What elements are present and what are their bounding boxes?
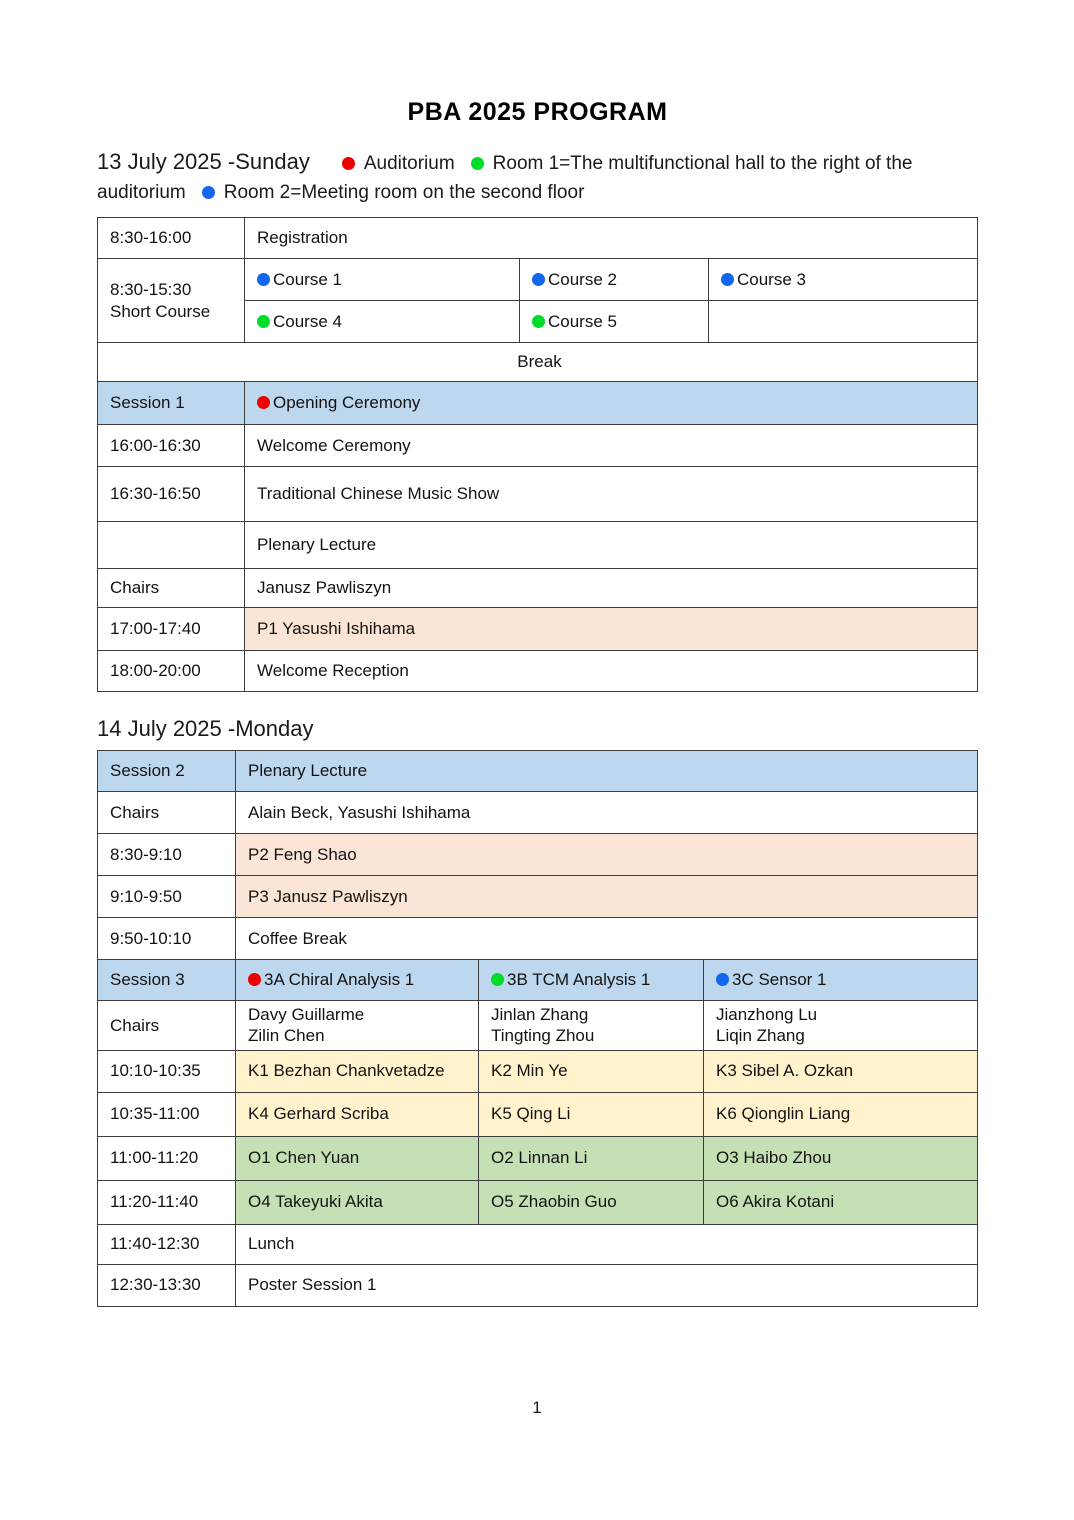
course-label: Course 3 [737,269,806,289]
green-dot-icon [491,973,504,986]
track-label: 3C Sensor 1 [732,970,827,990]
keynote-cell: K5 Qing Li [479,1092,704,1136]
time-cell: 17:00-17:40 [98,608,245,651]
break-cell: Break [98,343,978,382]
chairs-names-cell: Alain Beck, Yasushi Ishihama [236,792,978,834]
row-orals-2 [98,1180,978,1224]
red-dot-icon [342,157,355,170]
course-label: Course 4 [273,311,342,331]
oral-cell: O1 Chen Yuan [236,1136,479,1180]
plenary-talk-cell: P2 Feng Shao [236,834,978,876]
row-lunch [98,1224,978,1264]
course-label: Course 1 [273,269,342,289]
keynote-cell: K4 Gerhard Scriba [236,1092,479,1136]
event-cell: Registration [245,218,978,259]
oral-cell: O6 Akira Kotani [704,1180,978,1224]
chair-name: Jianzhong Lu [716,1005,818,1024]
row-break [98,343,978,382]
time-cell: 9:10-9:50 [98,876,236,918]
red-dot-icon [257,396,270,409]
oral-cell: O3 Haibo Zhou [704,1136,978,1180]
event-cell: Coffee Break [236,918,978,960]
green-dot-icon [532,315,545,328]
plenary-talk-cell: P1 Yasushi Ishihama [245,608,978,651]
plenary-talk-cell: P3 Janusz Pawliszyn [236,876,978,918]
chairs-label-cell: Chairs [98,792,236,834]
session-title: Opening Ceremony [273,393,421,413]
time-cell: 9:50-10:10 [98,918,236,960]
chair-name: Davy Guillarme [248,1005,365,1024]
row-keynotes-2 [98,1092,978,1136]
row-welcome-ceremony [98,425,978,467]
row-session3-chairs [98,1001,978,1051]
event-cell: Poster Session 1 [236,1264,978,1306]
time-cell: 16:00-16:30 [98,425,245,467]
event-cell: Lunch [236,1224,978,1264]
chairs-names-cell [704,1001,978,1051]
day2-date-heading: 14 July 2025 -Monday [97,716,314,741]
course-cell [520,259,709,301]
chair-name: Zilin Chen [248,1026,325,1046]
row-session-3 [98,960,978,1001]
day1-heading-line [97,145,978,207]
chairs-label-cell: Chairs [98,569,245,608]
green-dot-icon [257,315,270,328]
legend-room2-label: Room 2=Meeting room on the second floor [223,181,585,203]
row-keynotes-1 [98,1050,978,1092]
chairs-names-cell: Janusz Pawliszyn [245,569,978,608]
session-label-cell: Session 3 [98,960,236,1001]
row-session-2 [98,751,978,792]
event-cell: Welcome Reception [245,651,978,692]
time-cell: 11:20-11:40 [98,1180,236,1224]
row-short-course-1 [98,259,978,301]
time-cell: 18:00-20:00 [98,651,245,692]
session-label-cell: Session 1 [98,382,245,425]
session-title-cell [245,382,978,425]
track-cell [236,960,479,1001]
time-cell: 8:30-9:10 [98,834,236,876]
chair-name: Tingting Zhou [491,1026,595,1046]
course-cell [520,301,709,343]
chairs-label-cell: Chairs [98,1001,236,1051]
green-dot-icon [471,157,484,170]
row-music-show [98,467,978,522]
row-session-1 [98,382,978,425]
chairs-names-cell [479,1001,704,1051]
day2-schedule-table [97,750,978,1307]
blue-dot-icon [716,973,729,986]
course-label: Course 2 [548,269,617,289]
day1-date-heading: 13 July 2025 -Sunday [97,149,310,174]
page-number: 1 [532,1398,542,1417]
row-coffee-break [98,918,978,960]
empty-cell [709,301,978,343]
row-poster-session [98,1264,978,1306]
oral-cell: O2 Linnan Li [479,1136,704,1180]
keynote-cell: K1 Bezhan Chankvetadze [236,1050,479,1092]
time-cell [98,522,245,569]
track-cell [479,960,704,1001]
session-label-cell: Session 2 [98,751,236,792]
row-plenary-lecture [98,522,978,569]
row-p2 [98,834,978,876]
event-cell: Plenary Lecture [245,522,978,569]
keynote-cell: K2 Min Ye [479,1050,704,1092]
time-cell: 10:10-10:35 [98,1050,236,1092]
session-title-cell: Plenary Lecture [236,751,978,792]
course-cell [245,259,520,301]
track-label: 3A Chiral Analysis 1 [264,970,415,990]
row-registration [98,218,978,259]
legend-room1-label: Room 1=The multifunctional hall to the right of the auditorium [97,153,913,203]
day1-schedule-table [97,217,978,692]
row-p1 [98,608,978,651]
track-cell [704,960,978,1001]
row-reception [98,651,978,692]
blue-dot-icon [721,273,734,286]
chair-name: Jinlan Zhang [491,1005,589,1024]
time-cell: 11:00-11:20 [98,1136,236,1180]
row-p3 [98,876,978,918]
time-cell: 8:30-16:00 [98,218,245,259]
red-dot-icon [248,973,261,986]
page-content [97,98,978,1307]
time-cell [98,259,245,343]
row-chairs [98,792,978,834]
oral-cell: O5 Zhaobin Guo [479,1180,704,1224]
blue-dot-icon [202,186,215,199]
event-cell: Welcome Ceremony [245,425,978,467]
time-cell: 16:30-16:50 [98,467,245,522]
course-cell [245,301,520,343]
oral-cell: O4 Takeyuki Akita [236,1180,479,1224]
time-cell: 10:35-11:00 [98,1092,236,1136]
short-course-subtitle: Short Course [110,301,211,321]
chairs-names-cell [236,1001,479,1051]
time-cell: 11:40-12:30 [98,1224,236,1264]
row-chairs [98,569,978,608]
track-label: 3B TCM Analysis 1 [507,970,651,990]
course-cell [709,259,978,301]
blue-dot-icon [532,273,545,286]
event-cell: Traditional Chinese Music Show [245,467,978,522]
page-title: PBA 2025 PROGRAM [407,98,668,126]
course-label: Course 5 [548,311,617,331]
row-orals-1 [98,1136,978,1180]
short-course-time: 8:30-15:30 [110,280,192,300]
legend-auditorium-label: Auditorium [363,153,455,174]
keynote-cell: K3 Sibel A. Ozkan [704,1050,978,1092]
blue-dot-icon [257,273,270,286]
chair-name: Liqin Zhang [716,1026,805,1046]
keynote-cell: K6 Qionglin Liang [704,1092,978,1136]
time-cell: 12:30-13:30 [98,1264,236,1306]
